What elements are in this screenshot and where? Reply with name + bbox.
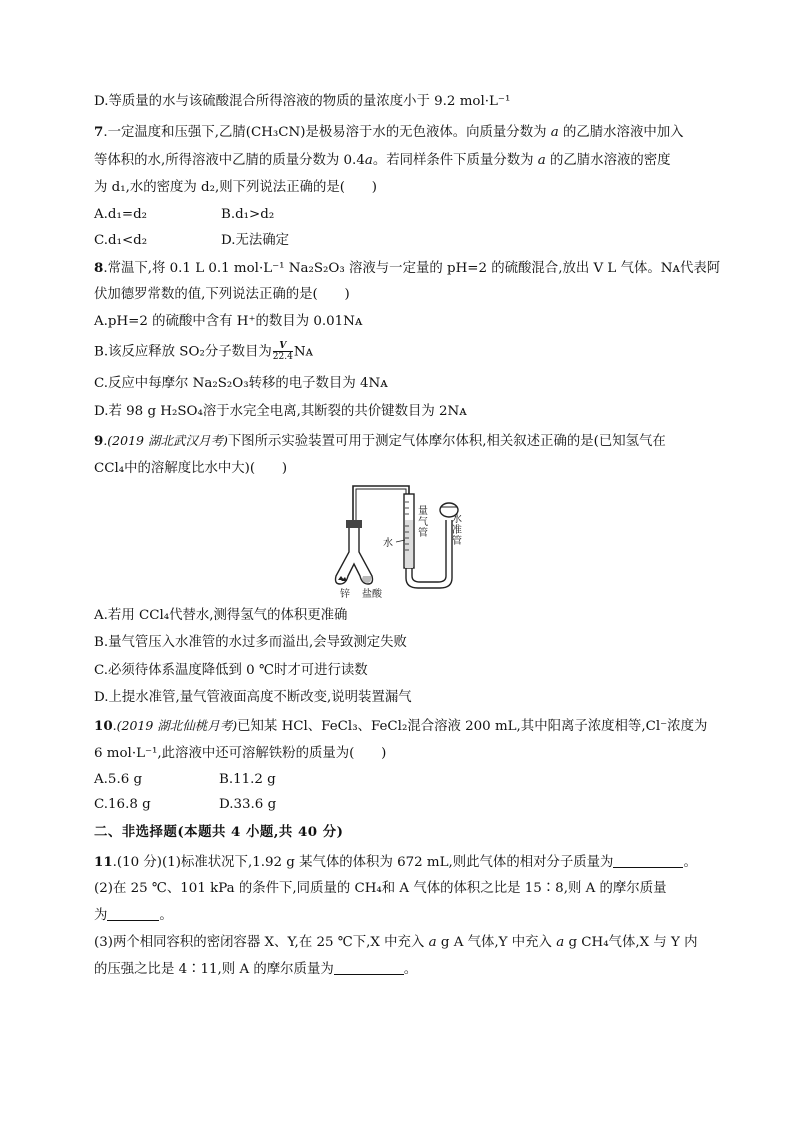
q11-var: a — [428, 935, 437, 950]
q10-stem-line1 — [94, 716, 707, 737]
q10-option-b: B.11.2 g — [219, 772, 276, 787]
q9-stem-line1 — [94, 431, 666, 452]
q9-stem-line2: CCl₄中的溶解度比水中大)( ) — [94, 461, 288, 476]
q7-number: 7 — [94, 124, 104, 140]
q11-part3-line1 — [94, 933, 698, 953]
q9-text: 下图所示实验装置可用于测定气体摩尔体积,相关叙述正确的是(已知氢气在 — [227, 434, 666, 449]
q11-part1 — [94, 852, 697, 873]
q10-stem-line2: 6 mol·L⁻¹,此溶液中还可溶解铁粉的质量为( ) — [94, 746, 387, 761]
q9-option-a: A.若用 CCl₄代替水,测得氢气的体积更准确 — [94, 608, 348, 623]
q7-option-d: D.无法确定 — [221, 233, 290, 248]
q10-source: .(2019 湖北仙桃月考) — [112, 718, 238, 733]
q7-option-a: A.d₁=d₂ — [94, 207, 148, 222]
q7-var: a — [364, 153, 373, 168]
q8-option-c: C.反应中每摩尔 Na₂S₂O₃转移的电子数目为 4Nᴀ — [94, 376, 388, 391]
q7-text: 。若同样条件下质量分数为 — [372, 153, 534, 168]
q7-text: .一定温度和压强下,乙腈(CH₃CN)是极易溶于水的无色液体。向质量分数为 — [103, 125, 547, 140]
q7-text: 的乙腈水溶液中加入 — [563, 125, 684, 140]
q7-stem-line3: 为 d₁,水的密度为 d₂,则下列说法正确的是( ) — [94, 180, 377, 195]
label-gas-burette: 量气管 — [418, 506, 428, 539]
label-acid: 盐酸 — [362, 589, 382, 600]
q6-option-d: D.等质量的水与该硫酸混合所得溶液的物质的量浓度小于 9.2 mol·L⁻¹ — [94, 94, 511, 109]
q7-var: a — [537, 153, 546, 168]
q11-text: 。 — [683, 855, 697, 870]
flask-stopper — [346, 520, 362, 528]
q11-text: (3)两个相同容积的密闭容器 X、Y,在 25 ℃下,X 中充入 — [94, 935, 425, 950]
q7-stem-line1 — [94, 122, 684, 143]
q10-options-row2 — [94, 795, 276, 815]
q9-option-d: D.上提水准管,量气管液面高度不断改变,说明装置漏气 — [94, 690, 412, 705]
q7-options-row2 — [94, 231, 289, 251]
q9-option-b: B.量气管压入水准管的水过多而溢出,会导致测定失败 — [94, 635, 407, 650]
q9-number: 9 — [94, 433, 104, 449]
q8-stem-line2: 伏加德罗常数的值,下列说法正确的是( ) — [94, 287, 350, 302]
q8-stem-line1 — [94, 258, 720, 279]
q11-text: g CH₄气体,X 与 Y 内 — [568, 935, 698, 950]
q8-option-d: D.若 98 g H₂SO₄溶于水完全电离,其断裂的共价键数目为 2Nᴀ — [94, 404, 467, 419]
q11-text: .(10 分)(1)标准状况下,1.92 g 某气体的体积为 672 mL,则此气体的相对分子质量为 — [112, 855, 614, 870]
q11-part2-line2 — [94, 906, 173, 926]
answer-blank-2[interactable] — [107, 907, 159, 921]
q7-options-row1 — [94, 205, 274, 225]
q9-source: .(2019 湖北武汉月考) — [103, 433, 228, 448]
q8-option-b — [94, 342, 313, 363]
q11-part2-line1: (2)在 25 ℃、101 kPa 的条件下,同质量的 CH₄和 A 气体的体积之比是 15∶8,则 A 的摩尔质量 — [94, 881, 667, 896]
q8-option-b-unit: Nᴀ — [293, 344, 314, 360]
label-leveling-tube: 水准管 — [452, 514, 462, 547]
answer-blank-3[interactable] — [334, 961, 404, 975]
q8-text: .常温下,将 0.1 L 0.1 mol·L⁻¹ Na₂S₂O₃ 溶液与一定量的 pH=2 的硫酸混合,放出 V L 气体。Nᴀ代表阿 — [103, 261, 721, 276]
q10-text: 已知某 HCl、FeCl₃、FeCl₂混合溶液 200 mL,其中阳离子浓度相等,Cl⁻浓度为 — [237, 719, 708, 734]
q10-option-a: A.5.6 g — [94, 772, 143, 787]
q7-var: a — [550, 125, 559, 140]
q7-text: 的乙腈水溶液的密度 — [550, 153, 671, 168]
q11-part3-line2 — [94, 960, 417, 980]
q8-fraction-denominator: 22.4 — [272, 352, 293, 362]
answer-blank-1[interactable] — [613, 854, 683, 868]
q11-text: g A 气体,Y 中充入 — [440, 935, 552, 950]
label-water: 水 — [383, 538, 393, 549]
q8-fraction — [273, 342, 293, 362]
label-zinc: 锌 — [340, 589, 350, 600]
q8-option-b-text: B.该反应释放 SO₂分子数目为 — [94, 344, 272, 360]
connecting-tube — [353, 486, 409, 522]
section-heading: 二、非选择题(本题共 4 小题,共 40 分) — [94, 824, 344, 840]
q10-options-row1 — [94, 770, 276, 790]
q7-stem-line2 — [94, 151, 671, 171]
q11-text: 。 — [403, 962, 418, 977]
q7-option-c: C.d₁<d₂ — [94, 233, 148, 248]
q10-number: 10 — [94, 718, 113, 734]
q11-text: 。 — [159, 908, 173, 923]
zinc-granules — [338, 576, 347, 581]
q11-number: 11 — [94, 854, 113, 870]
y-tube — [336, 528, 373, 584]
q8-fraction-numerator: V — [279, 341, 287, 351]
q7-option-b: B.d₁>d₂ — [221, 207, 275, 222]
q10-option-c: C.16.8 g — [94, 797, 151, 812]
q7-text: 等体积的水,所得溶液中乙腈的质量分数为 0.4 — [94, 153, 365, 168]
q11-text: 为 — [94, 908, 108, 923]
connecting-tube-inner — [356, 489, 406, 522]
q9-option-c: C.必须待体系温度降低到 0 ℃时才可进行读数 — [94, 663, 368, 678]
q11-text: 的压强之比是 4∶11,则 A 的摩尔质量为 — [94, 962, 334, 977]
q8-option-a: A.pH=2 的硫酸中含有 H⁺的数目为 0.01Nᴀ — [94, 314, 363, 329]
q10-option-d: D.33.6 g — [219, 797, 277, 812]
q8-number: 8 — [94, 260, 104, 276]
q11-var: a — [556, 935, 565, 950]
